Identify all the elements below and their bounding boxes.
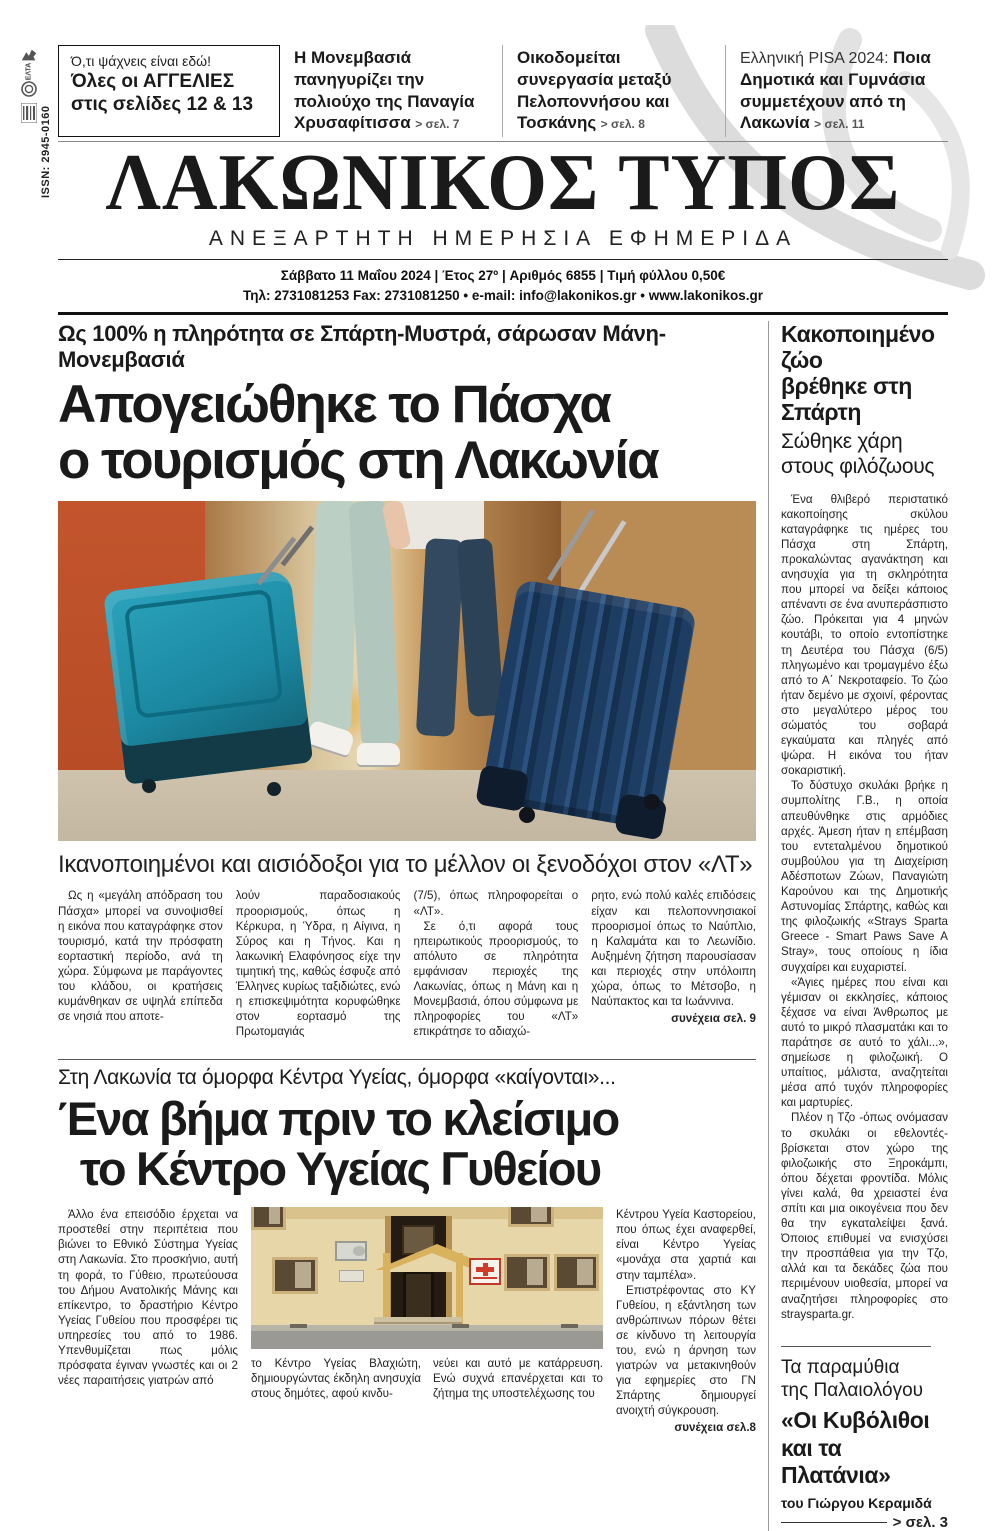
lead-column-4 xyxy=(591,888,756,1051)
teaser-text: Ποια Δημοτικά και Γυμνάσια συμμετέχουν από τη Λακωνία xyxy=(740,48,931,133)
lead-column-3 xyxy=(414,888,579,1051)
newspaper-subtitle: ΑΝΕΞΑΡΤΗΤΗ ΗΜΕΡΗΣΙΑ ΕΦΗΜΕΡΙΔΑ xyxy=(208,227,798,250)
photo-white-sneaker xyxy=(357,743,400,765)
sidebar-column xyxy=(768,321,948,1531)
sidebar-paragraph: Το δύστυχο σκυλάκι βρήκε η συμπολίτης Γ.Β., η οποία απευθύνθηκε στις αρμόδιες αρχές. Άμεση ήταν η επέμβαση του εντεταλμένου δημοτικού συμβούλου για τη Διαχείριση Αδέσποτων Ζώων, Παναγιώτη Καρούνου και της Δημοτικής Αστυνομίας Σπάρτης, καθώς και της φιλοζωικής «Strays Sparta Greece - Smart Paws Save A Stray», τους οποίους η ίδια συγχαίρει και ευχαριστεί. xyxy=(781,779,948,974)
second-headline xyxy=(58,1094,756,1193)
sidebar-article-body xyxy=(781,492,948,1337)
photo-wall-vent xyxy=(452,1324,470,1328)
animal-abuse-article xyxy=(781,321,948,1336)
lead-article xyxy=(58,321,756,1051)
lead-col3-text-p1: (7/5), όπως πληροφορείται ο «ΛΤ». xyxy=(413,889,579,918)
photo-window xyxy=(554,1254,600,1291)
promo-author: του Γιώργου Κεραμιδά xyxy=(781,1494,932,1511)
sidebar-paragraph: Πλέον η Τζο -όπως ονόμασαν το σκυλάκι οι εθελοντές- βρίσκεται στον χώρο της φιλοζωικής στο Ξηροκάμπι, όπου δέχεται φροντίδα. Μόλις γίνει καλά, θα χρειαστεί ένα σπίτι και μια οικογένεια που δεν θα την εγκαταλείψει ξανά. Όποιος επιθυμεί να ενισχύσει την προσπάθεια για την Τζο, αλλά και τα δεκάδες ζώα που περιμένουν υιοθεσία, μπορεί να αναζητήσει πληροφορίες στο straysparta.gr. xyxy=(781,1111,948,1321)
lead-column-1 xyxy=(58,888,223,1051)
photo-wall-vent xyxy=(561,1324,579,1328)
newspaper-title: ΛΑΚΩΝΙΚΟΣ ΤΥΠΟΣ xyxy=(105,137,901,227)
second-continuation-note: συνέχεια σελ.8 xyxy=(674,1421,756,1435)
teaser-pageref: > σελ. 11 xyxy=(814,117,865,132)
second-column-1 xyxy=(58,1207,238,1475)
sidebar-paragraph: Ένα θλιβερό περιστατικό κακοποίησης σκύλου καταγράφηκε τις ημέρες του Πάσχα στη Σπάρτη, προκαλώντας αγανάκτηση και ανησυχία για τη σκληρότητα που μπορεί να δείξει κάποιος απέναντι σε ένα ανυπεράσπιστο ζώο. Πρόκειται για 4 μηνών κουτάβι, το οποίο εντοπίστηκε τη Δευτέρα του Πάσχα (6/5) πληγωμένο και τρομαγμένο έξω από το Α΄ Νεκροταφείο. Το ζώο ήταν δεμένο με σχοινί, φέροντας στο μεγαλύτερο μέρος του σώματός του σοβαρά εγκαύματα και πληγές από ψώρα. Η εικόνα του ήταν σοκαριστική. xyxy=(781,492,948,778)
promo-intro-line1: Τα παραμύθια xyxy=(781,1356,900,1378)
contact-line: Τηλ: 2731081253 Fax: 2731081250 • e-mail: info@lakonikos.gr • www.lakonikos.gr xyxy=(242,287,764,303)
promo-title-line1: «Οι Κυβόλιθοι xyxy=(781,1407,930,1434)
ad-box-pages: στις σελίδες 12 & 13 xyxy=(71,93,254,115)
second-photo-block xyxy=(251,1207,603,1475)
sidebar-subtitle-line2: στους φιλόζωους xyxy=(781,454,935,478)
lead-subhead: Ικανοποιημένοι και αισιόδοξοι για το μέλλον οι ξενοδόχοι στον «ΛΤ» xyxy=(58,851,753,879)
lead-continuation-note: συνέχεια σελ. 9 xyxy=(671,1012,756,1026)
promo-pageref: > σελ. 3 xyxy=(892,1513,948,1531)
elta-bird-icon xyxy=(20,48,38,62)
lead-headline-line2: ο τουρισμός στη Λακωνία xyxy=(58,431,658,491)
teaser-text: Η Μονεμβασιά πανηγυρίζει την πολιούχο της Παναγία Χρυσαφίτισσα xyxy=(294,48,475,133)
lead-column-2 xyxy=(236,888,401,1051)
second-col4-text-p1: Κέντρου Υγεία Καστορείου, που όπως έχει αναφερθεί, είναι Κέντρο Υγείας «μονάχα στα χαρτιά και στην ταμπέλα». xyxy=(616,1208,756,1282)
lead-headline xyxy=(58,377,756,489)
elta-label: ΕΛΤΑ xyxy=(25,62,33,81)
promo-title-line2: και τα Πλατάνια» xyxy=(781,1434,891,1489)
teaser-pageref: > σελ. 8 xyxy=(600,117,645,132)
second-caption-col2: νεύει και αυτό με κατάρρευση. Ενώ συχνά επανέρχεται και το ζήτημα της υποστελέχωσης του xyxy=(433,1357,603,1401)
book-promo xyxy=(781,1356,948,1531)
masthead-thick-rule xyxy=(58,312,948,315)
second-headline-line2: το Κέντρο Υγείας Γυθείου xyxy=(80,1141,601,1195)
sidebar-subtitle-line1: Σώθηκε χάρη xyxy=(781,430,903,454)
photo-ac-unit xyxy=(335,1241,367,1261)
lead-col4-text: ρητο, ενώ πολύ καλές επιδόσεις είχαν και πελοποννησιακοί προορισμοί όπως το Ναύπλιο, η Καλαμάτα και το Λεωνίδιο. Αυξημένη ζήτηση παρουσίασαν και περιοχές στην υπόλοιπη χώρα, όπως το Μέτσοβο, η Ναύπακτος και τα Ιωάννινα. xyxy=(591,889,756,1009)
promo-title xyxy=(781,1407,948,1490)
teaser-prefix: Ελληνική PISA 2024: xyxy=(740,50,893,67)
issn-number: ISSN: 2945-0160 xyxy=(40,105,52,198)
main-column xyxy=(58,321,768,1531)
lead-kicker: Ως 100% η πληρότητα σε Σπάρτη-Μυστρά, σάρωσαν Μάνη-Μονεμβασιά xyxy=(58,321,666,373)
red-cross-sign xyxy=(469,1258,501,1285)
masthead xyxy=(58,137,948,251)
health-centre-photo xyxy=(251,1207,603,1349)
classifieds-ad-box xyxy=(58,45,280,137)
photo-teal-suitcase xyxy=(103,569,314,784)
photo-entrance-pediment-inner xyxy=(384,1253,480,1272)
photo-suitcase-corner xyxy=(475,764,528,812)
photo-suitcase-wheel xyxy=(142,779,156,793)
second-caption-col1: το Κέντρο Υγείας Βλαχιώτη, δημιουργώντας έκδηλη ανησυχία στους δημότες, αφού κινδυ- xyxy=(251,1357,421,1401)
section-divider xyxy=(58,1059,756,1060)
photo-wall-plaque xyxy=(339,1270,364,1283)
sidebar-article-subtitle xyxy=(781,430,948,480)
sidebar-title-line1: Κακοποιημένο ζώο xyxy=(781,321,935,374)
photo-wall-vent xyxy=(290,1324,308,1328)
teaser-monemvasia xyxy=(280,45,502,137)
second-kicker: Στη Λακωνία τα όμορφα Κέντρα Υγείας, όμορφα «καίγονται»... xyxy=(58,1066,616,1090)
masthead-divider xyxy=(58,259,948,260)
lead-headline-line1: Απογειώθηκε το Πάσχα xyxy=(58,375,610,435)
top-teaser-bar xyxy=(58,45,948,137)
sidebar-article-title xyxy=(781,321,948,425)
lead-body-columns xyxy=(58,888,756,1051)
promo-dash-line xyxy=(781,1522,887,1523)
photo-navy-suitcase xyxy=(480,579,698,831)
photo-window xyxy=(504,1254,550,1291)
issue-dateline: Σάββατο 11 Μαΐου 2024 | Έτος 27º | Αριθμός 6855 | Τιμή φύλλου 0,50€ xyxy=(280,268,726,283)
second-article xyxy=(58,1066,756,1475)
photo-window xyxy=(251,1207,286,1230)
teaser-pageref: > σελ. 7 xyxy=(415,117,460,132)
photo-window xyxy=(508,1207,554,1227)
lead-col1-text: Ως η «μεγάλη απόδραση του Πάσχα» μπορεί να συνοψισθεί η εικόνα που καταγράφηκε στον τουρισμό, κατά την πρόσφατη εορταστική περίοδο, ανά τη χώρα. Σύμφωνα με παράγοντες του κλάδου, οι κρατήσεις κυμάνθηκαν σε υψηλά επίπεδα σε νησιά που αποτε- xyxy=(58,889,223,1024)
sidebar-divider xyxy=(781,1346,931,1347)
teaser-peloponnese-tuscany xyxy=(502,45,725,137)
second-column-4 xyxy=(616,1207,756,1475)
photo-entrance xyxy=(385,1216,452,1331)
ad-box-title: Όλες οι ΑΓΓΕΛΙΕΣ xyxy=(71,71,235,92)
lead-col3-text-p2: Σε ό,τι αφορά τους ηπειρωτικούς προορισμούς, το απόλυτο σε πληρότητα εμφάνισαν περιοχές της Λακωνίας, όπως η Μάνη και η Μονεμβασιά, όπου σύμφωνα με πληροφορίες του «ΛΤ» επικράτησε το αδιαχώ- xyxy=(413,919,579,1039)
teaser-text: Οικοδομείται συνεργασία μεταξύ Πελοποννήσου και Τοσκάνης xyxy=(517,48,672,133)
teaser-pisa-2024 xyxy=(725,45,948,137)
sidebar-title-line2: βρέθηκε στη Σπάρτη xyxy=(781,373,912,426)
lead-col2-text: λούν παραδοσιακούς προορισμούς, όπως η Κέρκυρα, η Ύδρα, η Αίγινα, η Σύρος και η Τήνος. Και η λακωνική Ελαφόνησος είχε την τιμητική της, καθώς έσφυζε από Έλληνες κυρίως ταξιδιώτες, ενώ η επισκεψιμότητα κορυφώθηκε στον εορτασμό της Πρωτομαγιάς xyxy=(235,889,401,1039)
postal-issn-strip xyxy=(20,48,58,248)
promo-intro-line2: της Παλαιολόγου xyxy=(781,1380,924,1402)
ad-box-tagline: Ό,τι ψάχνεις είναι εδώ! xyxy=(71,53,211,69)
second-caption-columns xyxy=(251,1356,603,1401)
barcode-icon xyxy=(21,103,37,123)
photo-street xyxy=(251,1331,603,1349)
photo-window xyxy=(272,1257,318,1294)
second-col1-text: Άλλο ένα επεισόδιο έρχεται να προστεθεί στην περιπέτεια που βιώνει το Εθνικό Σύστημα Υγείας στη Λακωνία. Στο προσκήνιο, αυτή τη φορά, το Γύθειο, πρωτεύουσα του Δήμου Ανατολικής Μάνης και επίκεντρο, το δραστήριο Κέντρο Υγείας Γυθείου που προσφέρει τις υπηρεσίες του από το 1986. Υπενθυμίζεται πως μόλις πρόσφατα έγιναν γνωστές και οι 2 νέες παραιτήσεις γιατρών από xyxy=(58,1208,238,1388)
sidebar-paragraph: «Άγιες ημέρες που είναι και γέμισαν οι εκκλησίες, κάποιος ξέχασε να είναι Άνθρωπος με αυτό το μικρό πλασματάκι και το παράτησε σε αυτό το χάλι...», σημείωσε η φιλοζωική. Ο υπαίτιος, μάλιστα, αναζητείται μέσα από τυχόν πληροφορίες και μαρτυρίες. xyxy=(781,975,948,1110)
lead-photo-travellers-suitcases xyxy=(58,501,756,841)
second-headline-line1: Ένα βήμα πριν το κλείσιμο xyxy=(58,1092,619,1146)
second-col4-text-p2: Επιστρέφοντας στο ΚΥ Γυθείου, η εξάντληση των ανθρώπινων πόρων θέτει σε κίνδυνο τη λειτουργία του, ενώ η άρνηση των γιατρών να μετακινηθούν για εφημερίες στο ΓΝ Σπάρτης δημιουργεί ανοιχτή σύγκρουση. xyxy=(616,1283,756,1418)
photo-teal-suitcase-panel xyxy=(124,589,284,718)
postal-stamp-icon xyxy=(21,81,37,97)
